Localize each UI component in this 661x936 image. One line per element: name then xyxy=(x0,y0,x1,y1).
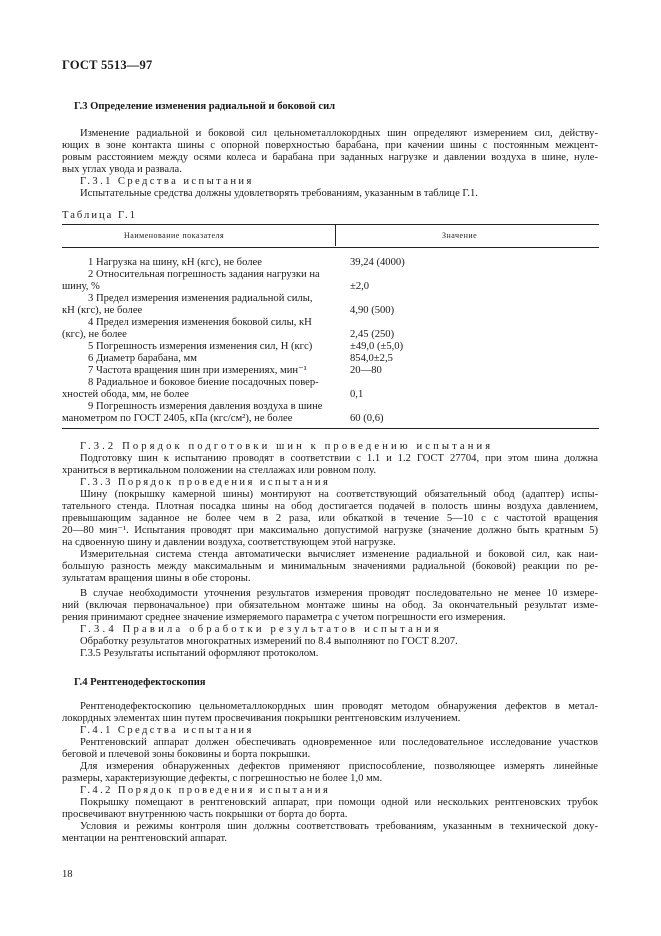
g32-text-line: Подготовку шин к испытанию проводят в соответствии с 1.1 и 1.2 ГОСТ 27704, при этом шина должна xyxy=(80,453,598,464)
table-row-name: 1 Нагрузка на шину, кН (кгс), не более xyxy=(88,257,262,268)
table-row-value: ±49,0 (±5,0) xyxy=(350,341,404,352)
g32-text-line: храниться в вертикальном положении на стеллажах или ровном полу. xyxy=(62,465,377,476)
table-bottom-rule xyxy=(62,428,599,429)
table-row-name: 3 Предел измерения изменения радиальной силы, xyxy=(88,293,313,304)
table-row-value: 4,90 (500) xyxy=(350,305,395,316)
g4-para1-line: Рентгенодефектоскопию цельнометаллокордных шин проводят методом обнаружения дефектов в метал- xyxy=(80,701,598,712)
g33-p1-line: на сдвоенную шину и давлении воздуха, соответствующем этой нагрузке. xyxy=(62,537,396,548)
table-row-value: ±2,0 xyxy=(350,281,370,292)
g32-title: Г.3.2 Порядок подготовки шин к проведению испытания xyxy=(80,441,494,452)
table-row-value: 60 (0,6) xyxy=(350,413,384,424)
g3-para1-line: Изменение радиальной и боковой сил цельнометаллокордных шин определяют измерением сил, действу- xyxy=(80,128,598,139)
section-g3-title: Г.3 Определение изменения радиальной и боковой сил xyxy=(74,101,336,112)
g34-title: Г.3.4 Правила обработки результатов испытания xyxy=(80,624,442,635)
table-row-name: 7 Частота вращения шин при измерениях, мин⁻¹ xyxy=(88,365,307,376)
table-row-value: 2,45 (250) xyxy=(350,329,395,340)
g4-para1-line: локордных элементах шин путем просвечивания покрышки рентгеновским излучением. xyxy=(62,713,461,724)
table-header-divider xyxy=(335,224,336,246)
g33-p2-line: Измерительная система стенда автоматически вычисляет изменение радиальной и боковой сил, как наи- xyxy=(80,549,598,560)
g33-p3-line: рения принимают среднее значение измеряемого параметра с учетом погрешности его измерения. xyxy=(62,612,506,623)
table-row-value: 39,24 (4000) xyxy=(350,257,405,268)
g33-p1-line: 20—80 мин⁻¹. Испытания проводят при максимально допустимой нагрузке (значение должно быть кратным 5) xyxy=(62,525,598,536)
table-row-name: шину, % xyxy=(62,281,100,292)
g33-p2-line: большую разность между максимальным и минимальным значениями радиальной (боковой) реакции по ре- xyxy=(62,561,598,572)
g42-p2-line: Условия и режимы контроля шин должны соответствовать требованиям, указанным в технической доку- xyxy=(80,821,598,832)
g33-p1-line: превышающим заданное не более чем в 2 раза, или обкаткой в течение 5—10 с с частотой вращения xyxy=(62,513,598,524)
g33-p1-line: тательного стенда. Плотная посадка шины на обод достигается подачей в полость шины воздуха давлением, xyxy=(62,501,598,512)
g3-para1-line: вых углах увода и развала. xyxy=(62,164,182,175)
table-row-name: 8 Радиальное и боковое биение посадочных повер- xyxy=(88,377,319,388)
table-col-name-header: Наименование показателя xyxy=(124,231,225,240)
section-g4-title: Г.4 Рентгенодефектоскопия xyxy=(74,677,206,688)
g3-para1-line: ющих в зоне контакта шины с опорной поверхностью барабана, при качении шины с постоянным межцент- xyxy=(62,140,598,151)
g35-text: Г.3.5 Результаты испытаний оформляют протоколом. xyxy=(80,648,319,659)
standard-header: ГОСТ 5513—97 xyxy=(62,58,153,72)
g33-p3-line: В случае необходимости уточнения результатов измерения проводят последовательно не менее 10 измере- xyxy=(80,588,598,599)
g41-p2-line: Для измерения обнаруженных дефектов применяют приспособление, позволяющее измерять линейные xyxy=(80,761,598,772)
g34-text: Обработку результатов многократных измерений по 8.4 выполняют по ГОСТ 8.207. xyxy=(80,636,458,647)
g31-title: Г.3.1 Средства испытания xyxy=(80,176,254,187)
g41-title: Г.4.1 Средства испытания xyxy=(80,725,254,736)
g41-p1-line: беговой и плечевой зоны боковины и борта покрышки. xyxy=(62,749,311,760)
table-row-name: кН (кгс), не более xyxy=(62,305,143,316)
page-number: 18 xyxy=(62,869,73,880)
table-row-name: манометром по ГОСТ 2405, кПа (кгс/см²), не более xyxy=(62,413,293,424)
g33-title: Г.3.3 Порядок проведения испытания xyxy=(80,477,331,488)
g42-p2-line: ментации на рентгеновский аппарат. xyxy=(62,833,227,844)
g41-p2-line: размеры, характеризующие дефекты, с погрешностью не более 1,0 мм. xyxy=(62,773,383,784)
table-row-name: (кгс), не более xyxy=(62,329,127,340)
g33-p3-line: ний (включая первоначальное) при обязательном монтаже шины на обод. За окончательный результат изме- xyxy=(62,600,598,611)
table-row-value: 20—80 xyxy=(350,365,382,376)
g42-p1-line: Покрышку помещают в рентгеновский аппарат, при помощи одной или нескольких рентгеновских трубок xyxy=(80,797,598,808)
table-row-name: 9 Погрешность измерения давления воздуха в шине xyxy=(88,401,323,412)
table-row-name: 5 Погрешность измерения изменения сил, Н (кгс) xyxy=(88,341,313,352)
g3-para1-line: ровым расстоянием между осями колеса и барабана при заданных нагрузке и давлении воздуха в шине, нуле- xyxy=(62,152,598,163)
g33-p1-line: Шину (покрышку камерной шины) монтируют на соответствующий обязательный обод (адаптер) испы- xyxy=(80,489,598,500)
table-row-name: хностей обода, мм, не более xyxy=(62,389,189,400)
table-row-name: 6 Диаметр барабана, мм xyxy=(88,353,197,364)
table-row-value: 854,0±2,5 xyxy=(350,353,393,364)
g33-p2-line: зультатам вращения шины в обе стороны. xyxy=(62,573,251,584)
g42-title: Г.4.2 Порядок проведения испытания xyxy=(80,785,331,796)
table-row-name: 4 Предел измерения изменения боковой силы, кН xyxy=(88,317,312,328)
g41-p1-line: Рентгеновский аппарат должен обеспечивать одновременное или последовательное исследование участков xyxy=(80,737,598,748)
g42-p1-line: просвечивают внутреннюю часть покрышки от борта до борта. xyxy=(62,809,348,820)
g31-text: Испытательные средства должны удовлетворять требованиям, указанным в таблице Г.1. xyxy=(80,188,478,199)
table-row-name: 2 Относительная погрешность задания нагрузки на xyxy=(88,269,320,280)
table-row-value: 0,1 xyxy=(350,389,364,400)
table-caption: Таблица Г.1 xyxy=(62,210,137,221)
table-col-value-header: Значение xyxy=(442,231,478,240)
